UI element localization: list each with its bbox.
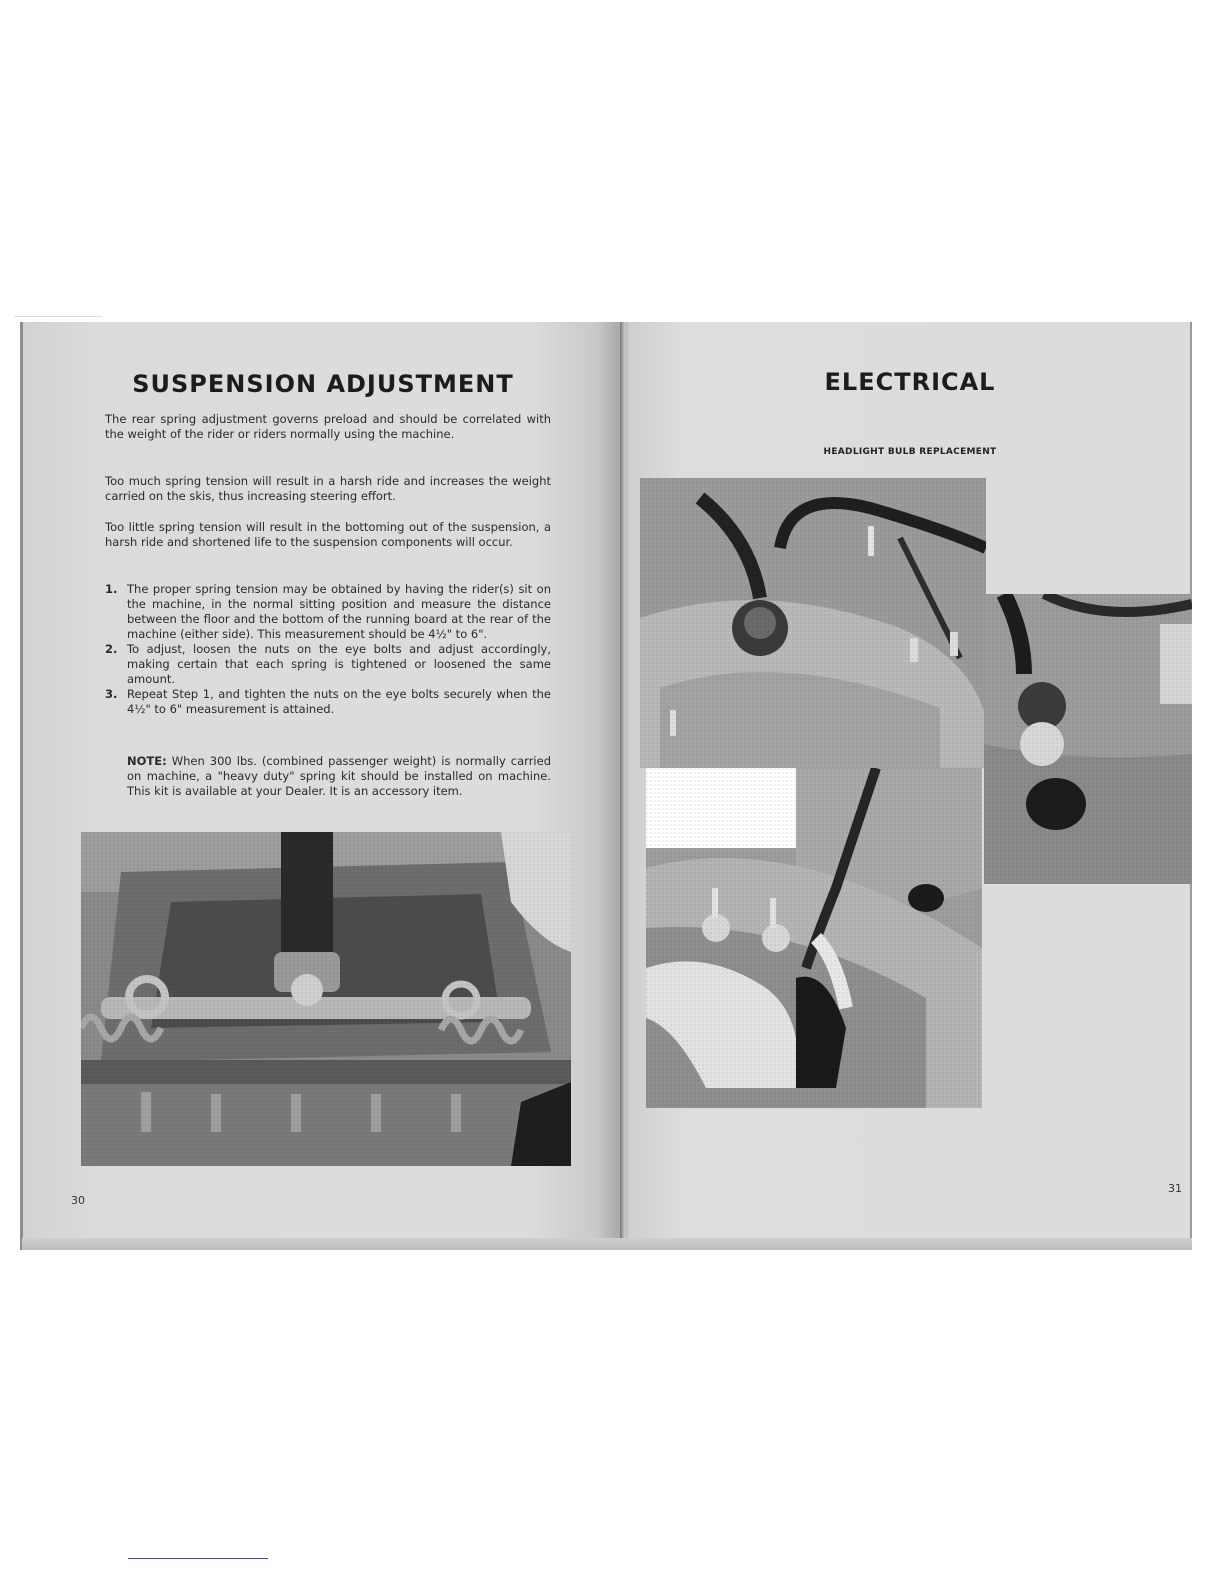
left-page	[20, 322, 620, 1250]
top-rule	[14, 316, 102, 317]
step-number: 1.	[105, 582, 118, 596]
step-text: Repeat Step 1, and tighten the nuts on the eye bolts securely when the 4½" to 6" measurement is attained.	[127, 687, 551, 716]
suspension-photo	[81, 832, 571, 1166]
headlight-connector-photo	[646, 768, 982, 1108]
step-text: The proper spring tension may be obtained by having the rider(s) sit on the machine, in the normal sitting position and measure the distance between the floor and the bottom of the running board at the rear of the machine (either side). This measurement should be 4½" to 6".	[127, 582, 551, 641]
note-text: When 300 lbs. (combined passenger weight) is normally carried on machine, a "heavy duty" spring kit should be installed on machine. This kit is available at your Dealer. It is an accessory item.	[127, 754, 551, 798]
book-gutter	[620, 322, 628, 1250]
spread-bottom-edge	[22, 1238, 1192, 1250]
paragraph-preload: The rear spring adjustment governs preload and should be correlated with the weight of the rider or riders normally using the machine.	[105, 412, 551, 441]
bottom-rule	[128, 1558, 268, 1559]
step-item	[105, 582, 551, 642]
page-number-left: 30	[71, 1194, 85, 1207]
step-number: 3.	[105, 687, 118, 701]
step-text: To adjust, loosen the nuts on the eye bolts and adjust accordingly, making certain that each spring is tightened or loosened the same amount.	[127, 642, 551, 686]
step-item	[105, 687, 551, 717]
headlight-subtitle: HEADLIGHT BULB REPLACEMENT	[823, 447, 997, 457]
note-label: NOTE:	[127, 754, 167, 768]
adjustment-steps	[105, 582, 551, 717]
heavy-duty-note	[127, 754, 551, 799]
suspension-title: SUSPENSION ADJUSTMENT	[132, 370, 514, 398]
step-number: 2.	[105, 642, 118, 656]
electrical-title: ELECTRICAL	[824, 368, 996, 396]
paragraph-too-much-tension: Too much spring tension will result in a harsh ride and increases the weight carried on the skis, thus increasing steering effort.	[105, 474, 551, 503]
paragraph-too-little-tension: Too little spring tension will result in the bottoming out of the suspension, a harsh ride and shortened life to the suspension components will occur.	[105, 520, 551, 549]
manual-spread	[20, 322, 1192, 1250]
page-number-right: 31	[1168, 1182, 1182, 1195]
step-item	[105, 642, 551, 687]
headlight-socket-photo	[640, 478, 986, 768]
right-page	[628, 322, 1192, 1250]
headlight-bulb-photo	[984, 594, 1192, 884]
